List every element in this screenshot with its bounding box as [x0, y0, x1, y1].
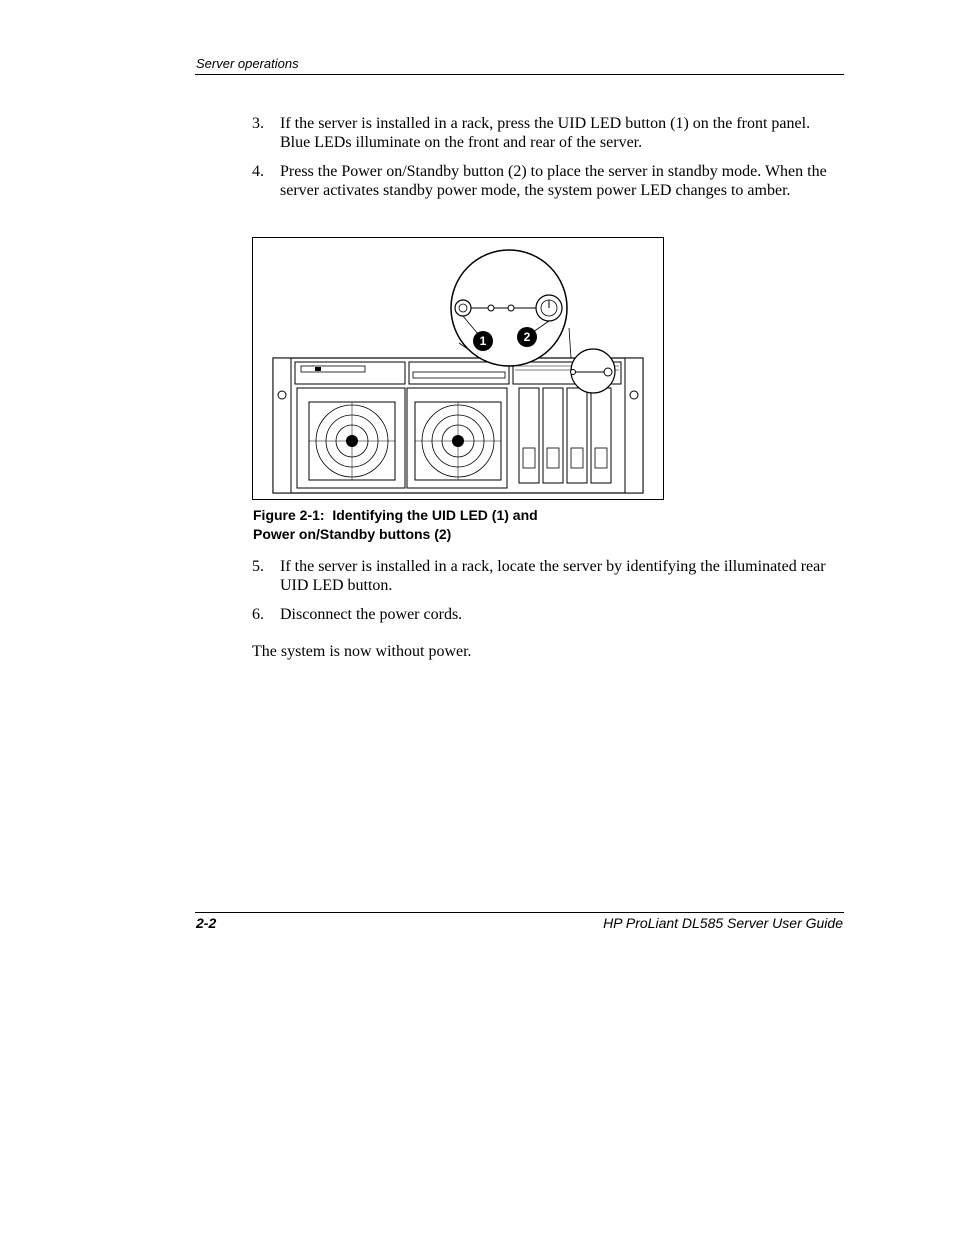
callout-label: 1: [479, 334, 487, 348]
step-number: 6.: [252, 606, 264, 623]
callout-marker-1: [473, 331, 493, 351]
step-number: 3.: [252, 115, 264, 132]
step-number: 5.: [252, 558, 264, 575]
step-text: If the server is installed in a rack, locate the server by identifying the illuminated rear UID LED button.: [280, 558, 826, 594]
guide-title: HP ProLiant DL585 Server User Guide: [603, 915, 843, 931]
caption-line-2: Power on/Standby buttons (2): [253, 526, 452, 542]
server-illustration: [253, 238, 663, 499]
closing-paragraph: The system is now without power.: [252, 643, 472, 660]
footer-rule: [195, 912, 844, 913]
callout-marker-2: [517, 327, 537, 347]
server-front-panel-figure: [252, 237, 664, 500]
page-number: 2-2: [196, 915, 217, 931]
header-rule: [195, 74, 844, 75]
step-number: 4.: [252, 163, 264, 180]
caption-line-1: Figure 2-1: Identifying the UID LED (1) and: [253, 507, 538, 523]
callout-label: 2: [523, 330, 531, 344]
step-text: If the server is installed in a rack, press the UID LED button (1) on the front panel. Blue LEDs illuminate on the front and rear of the server.: [280, 115, 811, 151]
step-text: Disconnect the power cords.: [280, 606, 463, 623]
figure-caption: [253, 506, 538, 544]
step-text: Press the Power on/Standby button (2) to place the server in standby mode. When the server activates standby power mode, the system power LED changes to amber.: [280, 163, 827, 199]
running-header: Server operations: [196, 56, 299, 71]
